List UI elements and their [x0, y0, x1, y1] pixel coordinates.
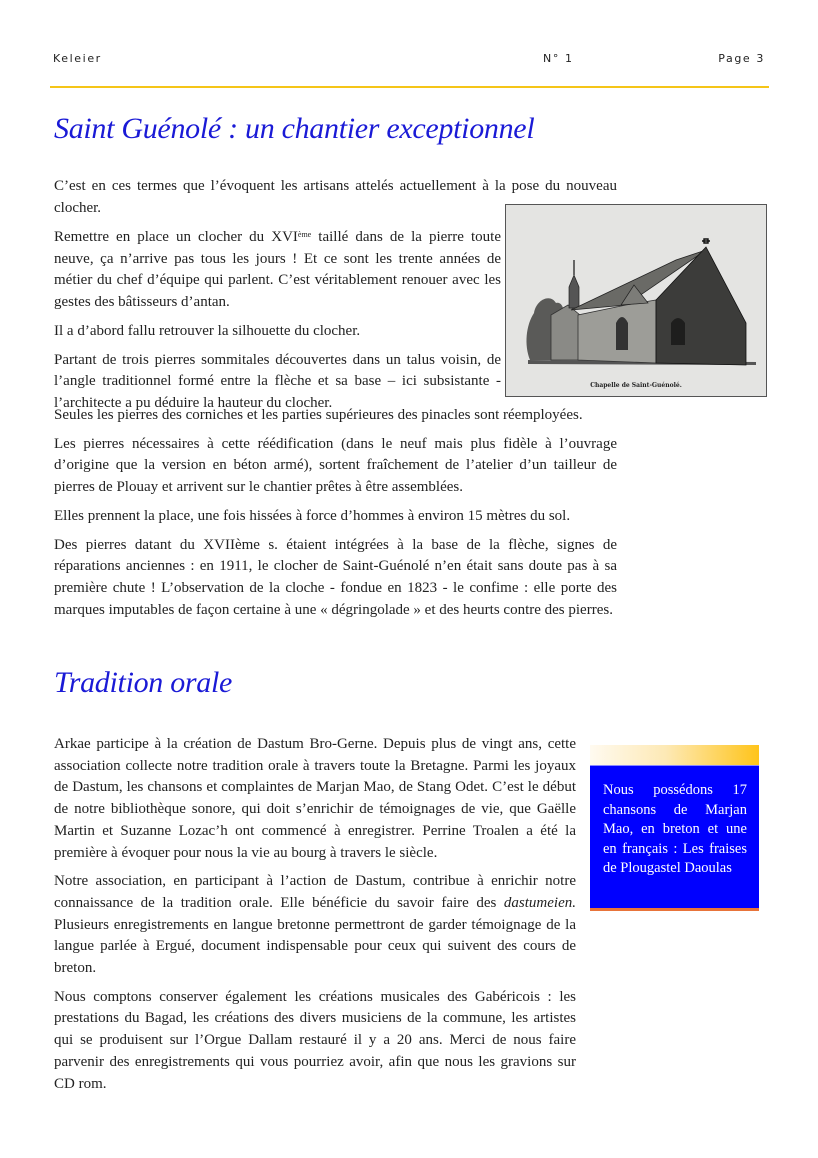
chapel-drawing — [506, 205, 766, 396]
section-title-tradition-orale: Tradition orale — [54, 666, 233, 699]
figure-caption: Chapelle de Saint-Guénolé. — [590, 382, 682, 389]
text-run: Notre association, en participant à l’action de Dastum, contribue à enrichir notre connaissance de la tradition orale. Elle bénéficie du savoir faire des — [54, 873, 576, 911]
paragraph: Partant de trois pierres sommitales découvertes dans un talus voisin, de l’angle traditionnel formé entre la flèche et sa base – ici subsistante - l’architecte a pu déduire la hauteur du clocher. — [54, 351, 501, 411]
section1-body — [54, 405, 617, 628]
header-rule — [50, 86, 769, 88]
paragraph: Les pierres nécessaires à cette réédification (dans le neuf mais plus fidèle à l’ouvrage d’origine que la version en béton armé), sortent fraîchement de l’atelier d’un tailleur de pierres de Plouay et arrivent sur le chantier prêtes à être assemblées. — [54, 435, 617, 496]
paragraph: Il a d’abord fallu retrouver la silhouette du clocher. — [54, 322, 361, 339]
text-run: taillé dans de la pierre toute neuve, ça n’arrive pas tous les jours ! Et ce sont les trente années de métier du chef d’équipe qui parlent. C’est véritablement renouer avec les gestes des bâtisseurs d’antan. — [54, 229, 501, 311]
callout-gradient-strip — [590, 745, 759, 765]
callout-body — [590, 765, 759, 908]
paragraph — [54, 871, 576, 980]
paragraph: Seules les pierres des corniches et les parties supérieures des pinacles sont réemployées. — [54, 407, 583, 423]
gable-window — [671, 318, 685, 345]
superscript: ème — [297, 230, 312, 239]
bell-tower — [569, 275, 579, 308]
callout-box — [590, 745, 759, 911]
paragraph: Arkae participe à la création de Dastum Bro-Gerne. Depuis plus de vingt ans, cette association collecte notre tradition orale à travers toute la Bretagne. Parmi les joyaux de Dastum, les chansons et complaintes de Marjan Mao, de Stang Odet. C’est le début de notre bibliothèque sonore, qui doit s’enrichir de témoignages de vie, que Gaëlle Martin et Suzanne Lozac’h ont commencé à enregistrer. Perrine Troalen a été la première à évoquer pour nous la vie au bourg à travers le siècle. — [54, 736, 576, 861]
cross — [702, 239, 710, 243]
paragraph: C’est en ces termes que l’évoquent les artisans attelés actuellement à la pose du nouveau clocher. — [54, 178, 617, 216]
section1-wrapped-text — [54, 224, 501, 422]
nave-window — [616, 317, 628, 350]
callout-bottom-rule — [590, 908, 759, 911]
callout-text: Nous possédons 17 chansons de Marjan Mao, en breton et une en français : Les fraises de Plougastel Daoulas — [603, 782, 747, 876]
chapel-illustration — [505, 204, 767, 397]
publication-name: Keleier — [53, 52, 102, 65]
paragraph: Nous comptons conserver également les créations musicales des Gabéricois : les prestations du Bagad, les créations des divers musiciens de la commune, les artistes qui se produisent sur l’Orgue Dallam restauré il y a 20 ans. Merci de nous faire parvenir des enregistrements qui vous pourriez avoir, afin que nous les gravions sur CD rom. — [54, 988, 576, 1092]
running-header — [53, 52, 765, 70]
section-title-saint-guenole: Saint Guénolé : un chantier exceptionnel — [54, 112, 535, 145]
issue-number: N° 1 — [543, 52, 574, 65]
page-number: Page 3 — [718, 52, 765, 65]
porch-wall — [551, 305, 580, 360]
text-run: Remettre en place un clocher du XVI — [54, 229, 298, 245]
emphasis: dastumeien. — [503, 894, 576, 911]
section2-body — [54, 734, 576, 1102]
text-run: Plusieurs enregistrements en langue bretonne permettront de garder témoignage de la langue parlée à Ergué, document indispensable pour ceux qui suivent des cours de breton. — [54, 916, 576, 977]
paragraph: Elles prennent la place, une fois hissées à force d’hommes à environ 15 mètres du sol. — [54, 507, 571, 524]
paragraph: Des pierres datant du XVIIème s. étaient intégrées à la base de la flèche, signes de réparations anciennes : en 1911, le clocher de Saint-Guénolé n’en était sans doute pas à sa première chute ! L’observation de la cloche - fondue en 1823 - le confime : elle porte des marques imputables de façon certaine à une « dégringolade » et des heurts contre des pierres. — [54, 536, 617, 618]
paragraph — [54, 224, 501, 314]
